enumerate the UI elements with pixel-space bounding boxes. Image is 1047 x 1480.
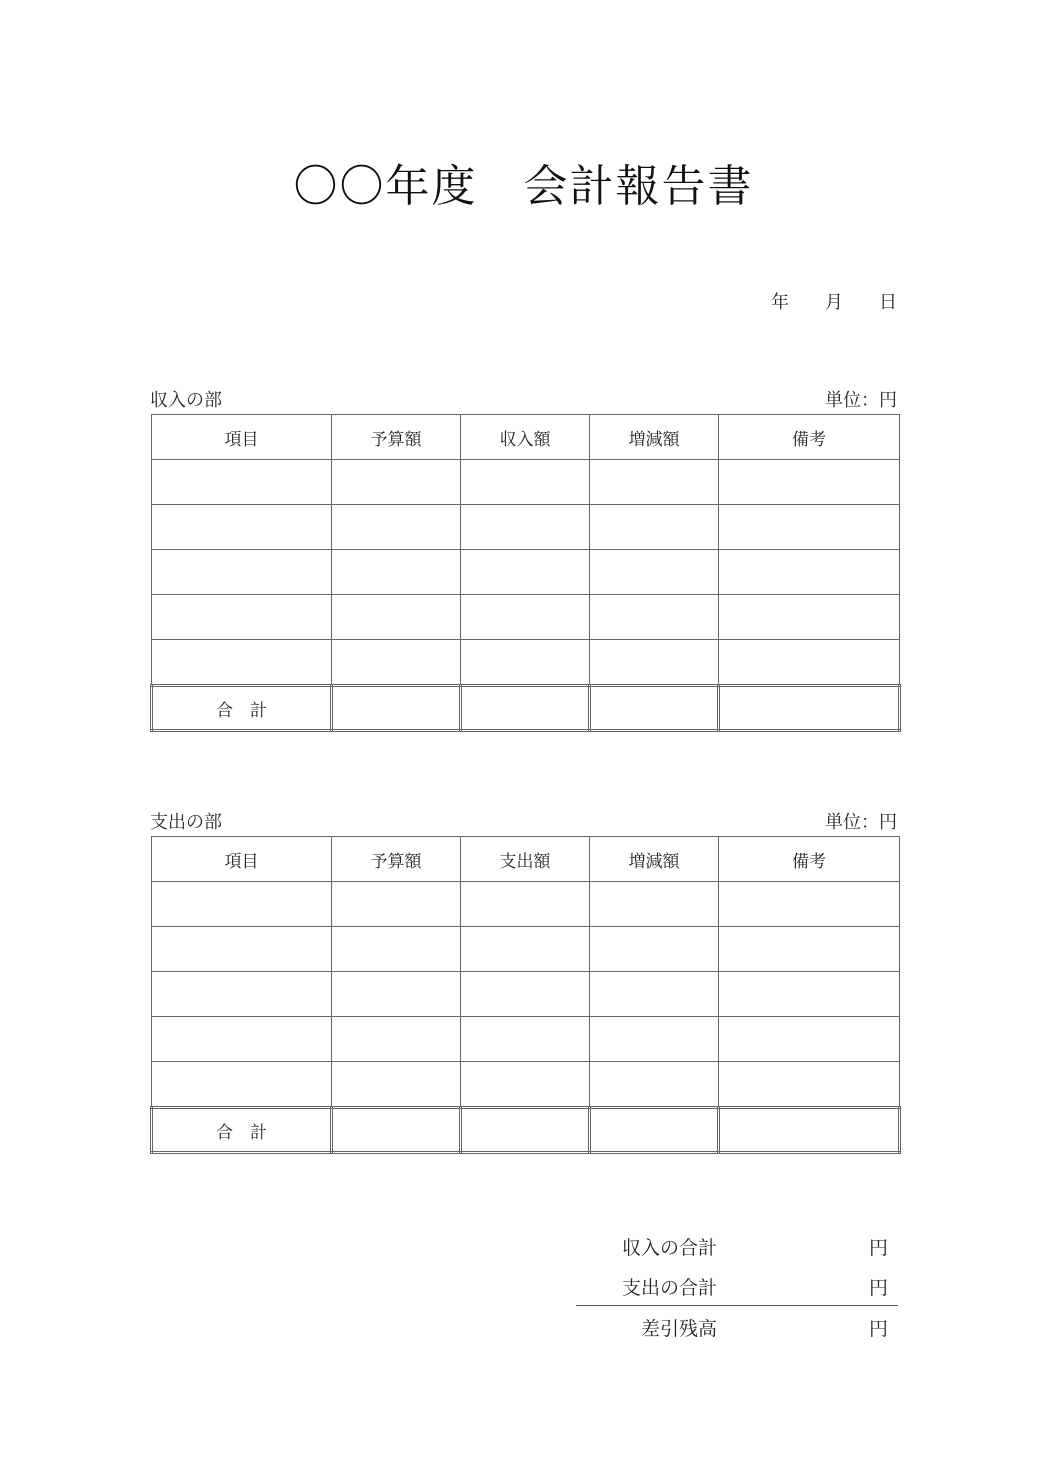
table-cell[interactable] [461, 882, 590, 927]
income-header-change: 増減額 [590, 415, 719, 460]
table-cell[interactable] [590, 1062, 719, 1108]
table-cell[interactable] [461, 460, 590, 505]
table-row [152, 460, 900, 505]
table-cell[interactable] [332, 640, 461, 686]
table-cell[interactable] [152, 972, 332, 1017]
date-line: 年 月 日 [771, 292, 897, 313]
summary-income-label: 収入の合計 [621, 1237, 717, 1259]
table-cell[interactable] [152, 595, 332, 640]
expense-total-row [152, 1108, 900, 1153]
table-cell[interactable] [461, 1017, 590, 1062]
table-cell[interactable] [332, 1062, 461, 1108]
table-cell[interactable] [332, 1017, 461, 1062]
table-cell[interactable] [590, 927, 719, 972]
table-cell[interactable] [461, 1062, 590, 1108]
table-cell[interactable] [461, 972, 590, 1017]
table-cell[interactable] [719, 505, 900, 550]
expense-total-amount-cell[interactable] [461, 1108, 590, 1153]
table-cell[interactable] [461, 640, 590, 686]
expense-total-change-cell[interactable] [590, 1108, 719, 1153]
income-total-amount-cell[interactable] [461, 686, 590, 731]
summary-balance-row [576, 1306, 898, 1346]
table-cell[interactable] [152, 927, 332, 972]
table-cell[interactable] [590, 460, 719, 505]
table-cell[interactable] [719, 640, 900, 686]
table-cell[interactable] [152, 1017, 332, 1062]
expense-header-budget: 予算額 [332, 837, 461, 882]
income-total-row [152, 686, 900, 731]
table-cell[interactable] [332, 927, 461, 972]
table-cell[interactable] [590, 972, 719, 1017]
table-cell[interactable] [719, 882, 900, 927]
table-row [152, 882, 900, 927]
table-cell[interactable] [719, 550, 900, 595]
table-cell[interactable] [332, 550, 461, 595]
table-cell[interactable] [461, 595, 590, 640]
expense-header-amount: 支出額 [461, 837, 590, 882]
table-cell[interactable] [590, 640, 719, 686]
expense-unit-label: 単位：円 [825, 812, 897, 833]
table-cell[interactable] [332, 972, 461, 1017]
income-header-item: 項目 [152, 415, 332, 460]
table-cell[interactable] [719, 595, 900, 640]
table-row [152, 1062, 900, 1108]
expense-header-change: 増減額 [590, 837, 719, 882]
expense-header-row [152, 837, 900, 882]
income-header-budget: 予算額 [332, 415, 461, 460]
table-cell[interactable] [719, 1017, 900, 1062]
table-cell[interactable] [461, 927, 590, 972]
table-cell[interactable] [590, 595, 719, 640]
table-cell[interactable] [719, 460, 900, 505]
table-cell[interactable] [719, 927, 900, 972]
table-cell[interactable] [461, 505, 590, 550]
income-section-label: 収入の部 [150, 390, 222, 411]
table-cell[interactable] [332, 882, 461, 927]
table-cell[interactable] [152, 505, 332, 550]
summary-expense-label: 支出の合計 [621, 1277, 717, 1299]
summary-expense-row [576, 1265, 898, 1305]
expense-section-label: 支出の部 [150, 812, 222, 833]
summary-balance-currency: 円 [868, 1318, 888, 1340]
income-total-change-cell[interactable] [590, 686, 719, 731]
income-header-row [152, 415, 900, 460]
table-row [152, 972, 900, 1017]
table-cell[interactable] [719, 972, 900, 1017]
table-row [152, 505, 900, 550]
income-total-remarks-cell[interactable] [719, 686, 900, 731]
expense-total-remarks-cell[interactable] [719, 1108, 900, 1153]
table-cell[interactable] [461, 550, 590, 595]
summary-income-row [576, 1225, 898, 1265]
expense-header-remarks: 備考 [719, 837, 900, 882]
table-row [152, 927, 900, 972]
expense-header-item: 項目 [152, 837, 332, 882]
table-cell[interactable] [152, 1062, 332, 1108]
table-cell[interactable] [590, 1017, 719, 1062]
table-cell[interactable] [590, 882, 719, 927]
income-unit-label: 単位：円 [825, 390, 897, 411]
table-row [152, 595, 900, 640]
table-row [152, 1017, 900, 1062]
table-cell[interactable] [152, 640, 332, 686]
income-header-amount: 収入額 [461, 415, 590, 460]
expense-total-label: 合 計 [152, 1108, 332, 1153]
summary-expense-currency: 円 [868, 1277, 888, 1299]
table-row [152, 550, 900, 595]
expense-table [150, 836, 901, 1154]
table-cell[interactable] [332, 505, 461, 550]
document-title: 〇〇年度 会計報告書 [293, 161, 754, 212]
table-cell[interactable] [152, 882, 332, 927]
table-row [152, 640, 900, 686]
income-table [150, 414, 901, 732]
summary-balance-label: 差引残高 [640, 1318, 717, 1340]
income-total-budget-cell[interactable] [332, 686, 461, 731]
table-cell[interactable] [152, 460, 332, 505]
table-cell[interactable] [332, 460, 461, 505]
income-total-label: 合 計 [152, 686, 332, 731]
table-cell[interactable] [590, 550, 719, 595]
expense-total-budget-cell[interactable] [332, 1108, 461, 1153]
summary-block [576, 1225, 898, 1346]
table-cell[interactable] [152, 550, 332, 595]
summary-income-currency: 円 [868, 1237, 888, 1259]
table-cell[interactable] [590, 505, 719, 550]
table-cell[interactable] [719, 1062, 900, 1108]
income-header-remarks: 備考 [719, 415, 900, 460]
table-cell[interactable] [332, 595, 461, 640]
